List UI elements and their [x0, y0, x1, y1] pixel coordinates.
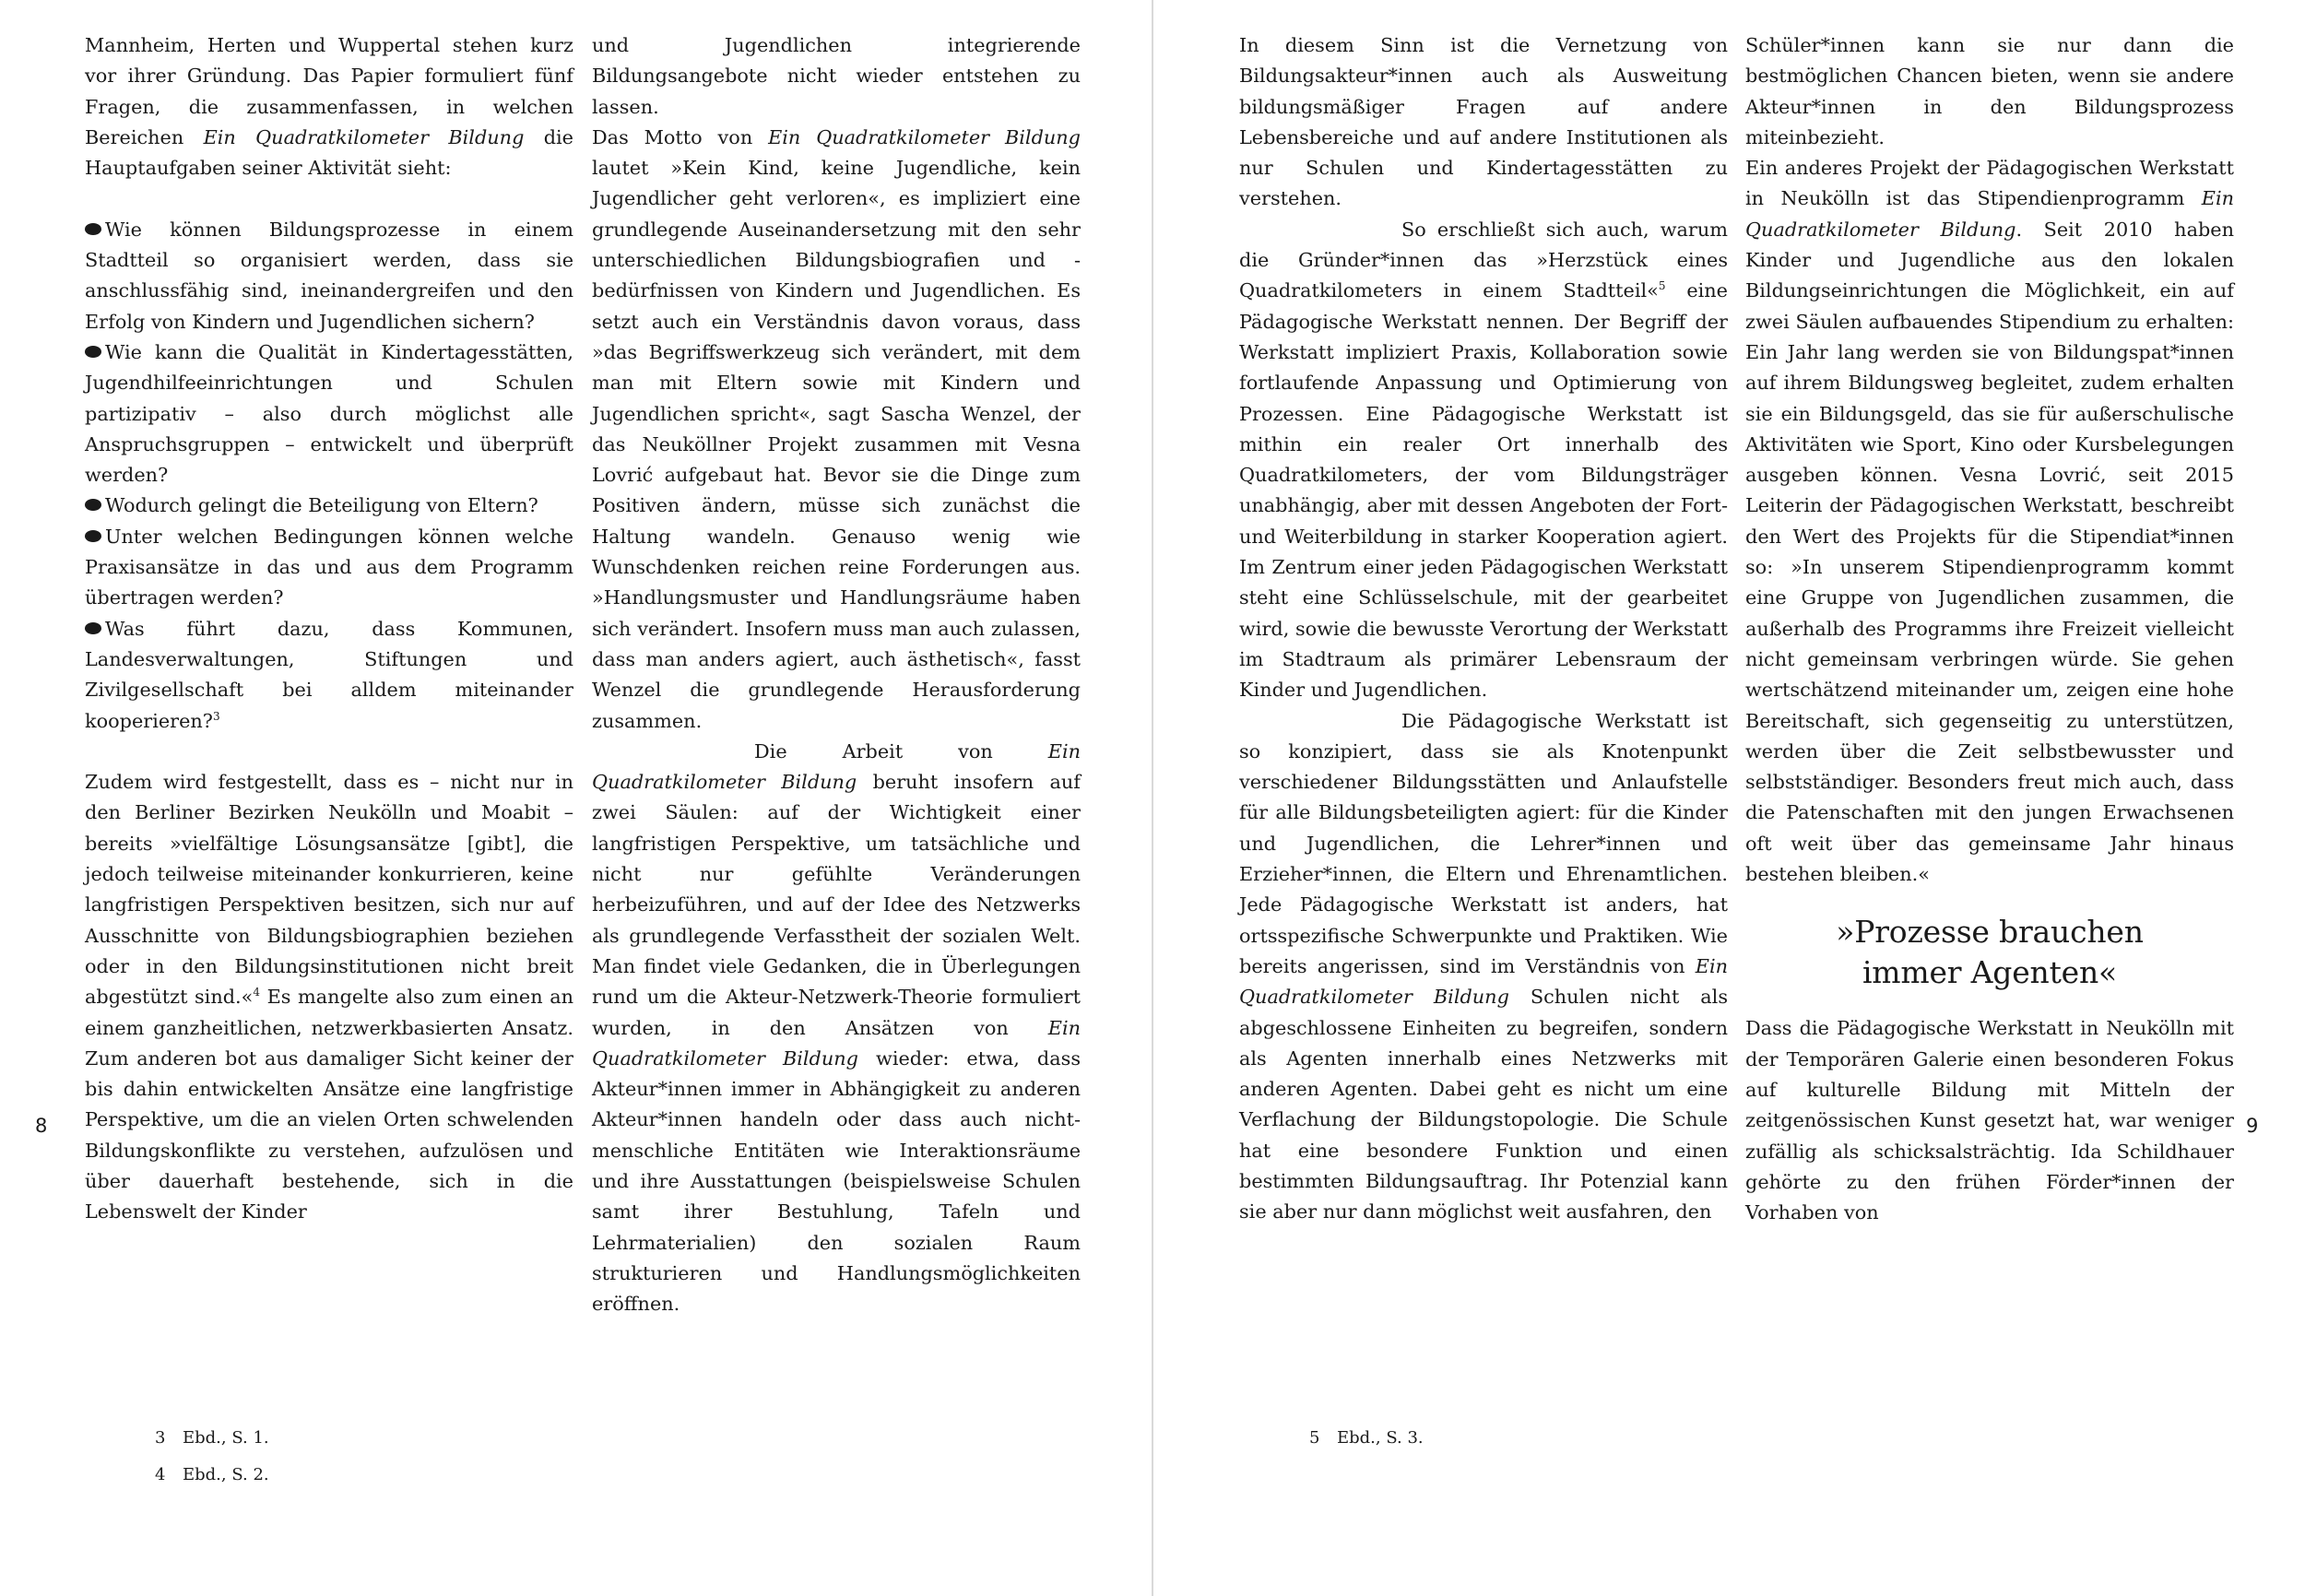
list-item-text: Was führt dazu, dass Kommunen, Landesverwaltungen, Stiftungen und Zivilgesellschaft bei alldem miteinander kooperieren?: [85, 617, 573, 732]
bullet-icon: [85, 530, 101, 542]
list-item: [85, 491, 573, 521]
right-column-2: [1745, 30, 2234, 1228]
italic-title: Ein Quadratkilometer Bildung: [1745, 187, 2234, 241]
bullet-icon: [85, 499, 101, 511]
paragraph-text: Zudem wird festgestellt, dass es – nicht nur in den Berliner Bezirken Neukölln und Moabit – bereits »vielfältige Lösungsansätze [gibt], die jedoch teilweise miteinander konkurrieren, keine langfristigen Perspektiven besitzen, sich nur auf Ausschnitte von Bildungsbiographien beziehen oder in den Bildungsinstitutionen nicht breit abgestützt sind.«: [85, 771, 573, 1009]
bullet-icon: [85, 223, 101, 235]
footnote: [155, 1420, 269, 1457]
list-item: [85, 522, 573, 614]
footnotes: [1309, 1420, 1424, 1457]
list-item: [85, 215, 573, 337]
footnote-ref: 3: [212, 709, 220, 723]
intro-text: Mannheim, Herten und Wuppertal stehen kurz vor ihrer Gründung. Das Papier formuliert fünf Fragen, die zusammenfassen, in welchen Bereichen: [85, 34, 573, 148]
body-paragraph: Dass die Pädagogische Werkstatt in Neukölln mit der Temporären Galerie einen besonderen Fokus auf kulturelle Bildung mit Mitteln der zeitgenössischen Kunst gesetzt hat, war weniger zufällig als schicksalsträchtig. Ida Schildhauer gehörte zu den frühen Förder*innen der Vorhaben von: [1745, 1017, 2234, 1224]
paragraph-text: wieder: etwa, dass Akteur*innen immer in Abhängigkeit zu anderen Akteur*innen handeln oder dass auch nicht-menschliche Entitäten wie Interaktionsräume und ihre Ausstattungen (beispielsweise Schulen samt ihrer Bestuhlung, Tafeln und Lehrmaterialien) den sozialen Raum strukturieren und Handlungsmöglichkeiten eröffnen.: [592, 1046, 1081, 1316]
left-page: [0, 0, 1152, 1596]
footnote-ref: 5: [1658, 279, 1666, 293]
footnote: [1309, 1420, 1424, 1457]
page-number: 9: [2246, 1115, 2259, 1137]
question-list: [85, 215, 573, 737]
body-paragraph: und Jugendlichen integrierende Bildungsangebote nicht wieder entstehen zu lassen.: [592, 34, 1081, 118]
list-item: [85, 614, 573, 737]
body-paragraph: [1239, 706, 1728, 1228]
paragraph-text: So erschließt sich auch, warum die Gründer*innen das »Herzstück eines Quadratkilometers in einem Stadtteil«: [1239, 218, 1728, 302]
italic-title: Ein Quadratkilometer Bildung: [592, 739, 1081, 794]
bullet-icon: [85, 346, 101, 358]
body-paragraph: [592, 123, 1081, 737]
body-paragraph: [1745, 153, 2234, 890]
body-paragraph: Schüler*innen kann sie nur dann die bestmöglichen Chancen bieten, wenn sie andere Akteur*innen in den Bildungsprozess miteinbezieht.: [1745, 34, 2234, 148]
paragraph-text: Die Pädagogische Werkstatt ist so konzipiert, dass sie als Knotenpunkt verschiedener Bildungsstätten und Anlaufstelle für alle Bildungsbeteiligten agiert: für die Kinder und Jugendlichen, die Lehrer*innen und Erzieher*innen, die Eltern und Ehrenamtlichen. Jede Pädagogische Werkstatt ist anders, hat ortsspezifische Schwerpunkte und Praktiken. Wie bereits angerissen, sind im Verständnis von: [1239, 709, 1728, 977]
italic-title: Ein Quadratkilometer Bildung: [1239, 954, 1728, 1009]
body-paragraph: [592, 737, 1081, 1320]
footnote-text: Ebd., S. 3.: [1337, 1428, 1424, 1448]
left-column-2: [592, 30, 1081, 1319]
list-item-text: Wodurch gelingt die Beteiligung von Eltern?: [105, 494, 538, 517]
footnote-text: Ebd., S. 1.: [183, 1428, 269, 1448]
footnote-number: 4: [155, 1465, 166, 1484]
paragraph-text: beruht insofern auf zwei Säulen: auf der Wichtigkeit einer langfristigen Perspektive, um tatsächliche und nicht nur gefühlte Veränderungen herbeizuführen, und auf der Idee des Netzwerks als grundlegende Verfasstheit der sozialen Welt. Man findet viele Gedanken, die in Überlegungen rund um die Akteur-Netzwerk-Theorie formuliert wurden, in den Ansätzen von: [592, 771, 1082, 1039]
heading-line: immer Agenten«: [1862, 954, 2118, 991]
heading-line: »Prozesse brauchen: [1836, 914, 2144, 951]
page-number: 8: [35, 1115, 48, 1137]
list-item-text: Unter welchen Bedingungen können welche Praxisansätze in das und aus dem Programm übertragen werden?: [85, 525, 573, 609]
footnote-number: 3: [155, 1428, 166, 1448]
paragraph-text: Die Arbeit von: [754, 739, 1048, 763]
paragraph-text: lautet »Kein Kind, keine Jugendliche, kein Jugendlicher geht verloren«, es impliziert eine grundlegende Auseinandersetzung mit den sehr unterschiedlichen Bildungsbiografien und -bedürfnissen von Kindern und Jugendlichen. Es setzt auch ein Verständnis davon voraus, dass »das Begriffswerkzeug sich verändert, mit dem man mit Eltern sowie mit Kindern und Jugendlichen spricht«, sagt Sascha Wenzel, der das Neuköllner Projekt zusammen mit Vesna Lovrić aufgebaut hat. Bevor sie die Dinge zum Positiven ändern, müsse sich zunächst die Haltung wandeln. Genauso wenig wie Wunschdenken reichen reine Forderungen aus. »Handlungsmuster und Handlungsräume haben sich verändert. Insofern muss man auch zulassen, dass man anders agiert, auch ästhetisch«, fasst Wenzel die grundlegende Herausforderung zusammen.: [592, 157, 1081, 732]
paragraph-text: . Seit 2010 haben Kinder und Jugendliche aus den lokalen Bildungseinrichtungen die Möglichkeit, ein auf zwei Säulen aufbauendes Stipendium zu erhalten: Ein Jahr lang werden sie von Bildungspat*innen auf ihrem Bildungsweg begleitet, zudem erhalten sie ein Bildungsgeld, das sie für außerschulische Aktivitäten wie Sport, Kino oder Kursbelegungen ausgeben können. Vesna Lovrić, seit 2015 Leiterin der Pädagogischen Werkstatt, beschreibt den Wert des Projekts für die Stipendiat*innen so: »In unserem Stipendienprogramm kommt eine Gruppe von Jugendlichen zusammen, die außerhalb des Programms ihre Freizeit vielleicht nicht gemeinsam verbringen würde. Sie gehen wertschätzend miteinander um, zeigen eine hohe Bereitschaft, sich gegenseitig zu unterstützen, werden über die Zeit selbstbewusster und selbstständiger. Besonders freut mich auch, dass die Patenschaften mit den jungen Erwachsenen oft weit über das gemeinsame Jahr hinaus bestehen bleiben.«: [1745, 218, 2234, 886]
paragraph-text: Ein anderes Projekt der Pädagogischen Werkstatt in Neukölln ist das Stipendienprogramm: [1745, 157, 2234, 210]
footnote-ref: 4: [253, 986, 261, 999]
left-column-1: [85, 30, 573, 1228]
paragraph-text: Das Motto von: [592, 125, 769, 148]
section-heading: [1745, 912, 2234, 993]
intro-italic: Ein Quadratkilometer Bildung: [203, 125, 525, 148]
footnote-text: Ebd., S. 2.: [183, 1465, 269, 1484]
list-item-text: Wie können Bildungsprozesse in einem Stadtteil so organisiert werden, dass sie anschlussfähig sind, ineinandergreifen und den Erfolg von Kindern und Jugendlichen sichern?: [85, 218, 573, 333]
right-page: [1153, 0, 2305, 1596]
list-item: [85, 337, 573, 491]
footnotes: [155, 1420, 269, 1494]
footnote-number: 5: [1309, 1428, 1320, 1448]
footnote: [155, 1457, 269, 1494]
italic-title: Ein Quadratkilometer Bildung: [592, 1016, 1081, 1070]
paragraph-text: Schulen nicht als abgeschlossene Einheiten zu begreifen, sondern als Agenten innerhalb eines Netzwerks mit anderen Agenten. Dabei geht es nicht um eine Verflachung der Bildungstopologie. Die Schule hat eine besondere Funktion und einen bestimmten Bildungsauftrag. Ihr Potenzial kann sie aber nur dann möglichst weit ausfahren, den: [1239, 986, 1728, 1224]
body-paragraph: [85, 767, 573, 1227]
intro-paragraph: [85, 30, 573, 183]
list-item-text: Wie kann die Qualität in Kindertagesstätten, Jugendhilfeeinrichtungen und Schulen partizipativ – also durch möglichst alle Anspruchsgruppen – entwickelt und überprüft werden?: [85, 340, 573, 487]
intro-end: die Hauptaufgaben seiner Aktivität sieht:: [85, 125, 573, 180]
body-paragraph: In diesem Sinn ist die Vernetzung von Bildungsakteur*innen auch als Ausweitung bildungsmäßiger Fragen auf andere Lebensbereiche und auf andere Institutionen als nur Schulen und Kindertagesstätten zu verstehen.: [1239, 34, 1728, 210]
paragraph-text: Es mangelte also zum einen an einem ganzheitlichen, netzwerkbasierten Ansatz. Zum anderen bot aus damaliger Sicht keiner der bis dahin entwickelten Ansätze eine langfristige Perspektive, um die an vielen Orten schwelenden Bildungskonflikte zu verstehen, aufzulösen und über dauerhaft bestehende, sich in die Lebenswelt der Kinder: [85, 986, 574, 1224]
bullet-icon: [85, 622, 101, 634]
italic-title: Ein Quadratkilometer Bildung: [768, 125, 1081, 148]
paragraph-text: eine Pädagogische Werkstatt nennen. Der Begriff der Werkstatt impliziert Praxis, Kollaboration sowie fortlaufende Anpassung und Optimierung von Prozessen. Eine Pädagogische Werkstatt ist mithin ein realer Ort innerhalb des Quadratkilometers, der vom Bildungsträger unabhängig, aber mit dessen Angeboten der Fort- und Weiterbildung in starker Kooperation agiert. Im Zentrum einer jeden Pädagogischen Werkstatt steht eine Schlüsselschule, mit der gearbeitet wird, sowie die bewusste Verortung der Werkstatt im Stadtraum als primärer Lebensraum der Kinder und Jugendlichen.: [1239, 279, 1728, 702]
right-column-1: [1239, 30, 1728, 1228]
body-paragraph: [1239, 215, 1728, 706]
